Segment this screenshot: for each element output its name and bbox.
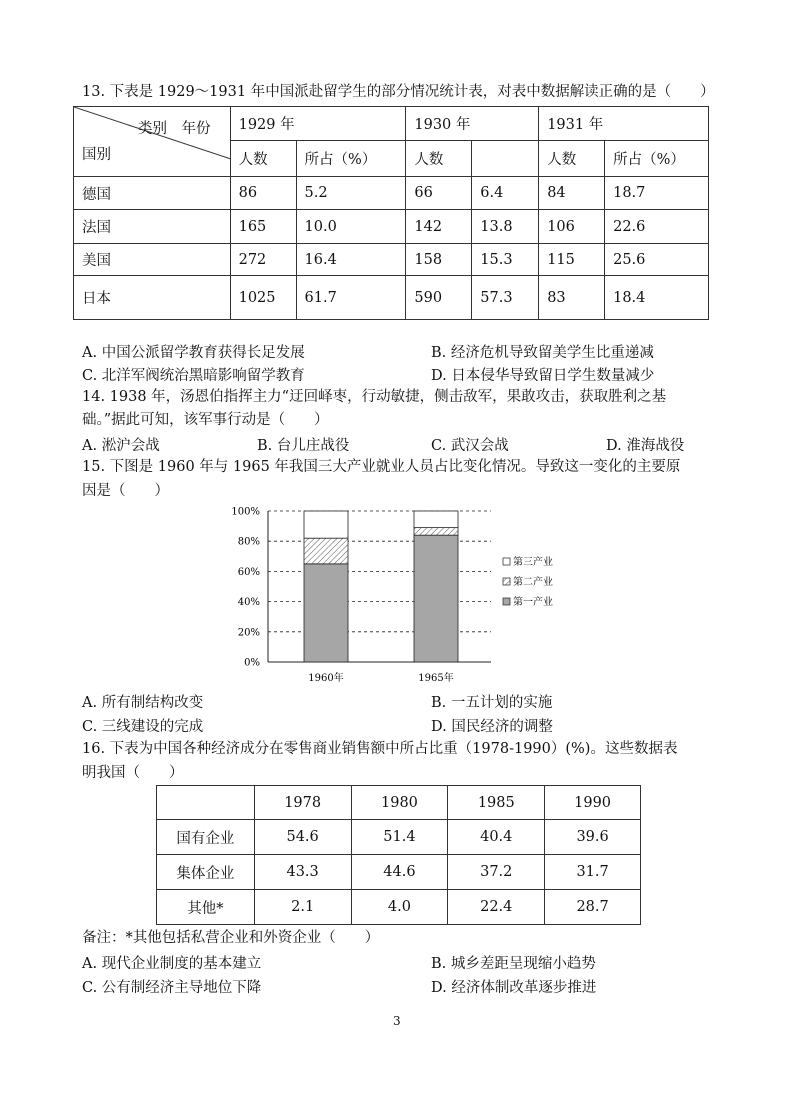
q13-cell: 15.3 (472, 244, 539, 276)
q13-cell: 84 (539, 177, 605, 210)
q16-note: 备注：*其他包括私营企业和外资企业（ ） (82, 930, 380, 946)
bar-segment-2 (304, 538, 348, 564)
q16-cell: 28.7 (545, 890, 641, 925)
q14-option-d: D. 淮海战役 (606, 438, 685, 454)
q16-cell: 44.6 (351, 855, 448, 890)
q15-stem-line2: 因是（ ） (82, 483, 169, 499)
q15-option-c: C. 三线建设的完成 (82, 719, 204, 735)
q13-option-a: A. 中国公派留学教育获得长足发展 (82, 345, 305, 361)
bar-segment-1 (414, 535, 458, 662)
q16-stem-line2: 明我国（ ） (82, 765, 184, 781)
table-row (74, 244, 709, 276)
y-tick-label: 60% (237, 566, 260, 578)
q13-cell: 272 (230, 244, 296, 276)
q13-country: 美国 (74, 244, 231, 276)
q16-cell: 31.7 (545, 855, 641, 890)
q16-cell: 43.3 (254, 855, 351, 890)
y-tick-label: 20% (237, 627, 260, 639)
q13-cell: 6.4 (472, 177, 539, 210)
q16-year: 1990 (545, 786, 641, 820)
bar-segment-3 (304, 511, 348, 538)
q16-row-label: 集体企业 (157, 855, 255, 890)
q13-cell: 10.0 (296, 210, 406, 244)
q13-cell: 13.8 (472, 210, 539, 244)
q16-row-label: 其他* (157, 890, 255, 925)
q13-cell: 142 (406, 210, 472, 244)
q16-cell: 37.2 (448, 855, 545, 890)
q16-table (156, 785, 641, 925)
q13-subheader (472, 141, 539, 177)
q16-option-b: B. 城乡差距呈现缩小趋势 (431, 956, 596, 972)
table-row (74, 210, 709, 244)
q13-cell: 18.4 (605, 276, 709, 320)
q13-country: 日本 (74, 276, 231, 320)
q13-subheader: 人数 (406, 141, 472, 177)
q16-year: 1985 (448, 786, 545, 820)
q13-cell: 57.3 (472, 276, 539, 320)
q16-year: 1980 (351, 786, 448, 820)
table-row (74, 177, 709, 210)
employment-chart (225, 503, 585, 688)
q13-cell: 115 (539, 244, 605, 276)
q13-cell: 18.7 (605, 177, 709, 210)
table-row (157, 820, 641, 855)
table-row (157, 855, 641, 890)
q16-option-d: D. 经济体制改革逐步推进 (431, 980, 597, 996)
legend-swatch (503, 558, 510, 565)
q13-cell: 106 (539, 210, 605, 244)
q14-stem-line2: 础。”据此可知，该军事行动是（ ） (82, 412, 329, 428)
q13-corner-top: 类别 年份 (138, 121, 211, 137)
q16-cell: 22.4 (448, 890, 545, 925)
legend-swatch (503, 578, 510, 585)
q16-row-label: 国有企业 (157, 820, 255, 855)
q15-option-d: D. 国民经济的调整 (431, 719, 553, 735)
page-number: 3 (393, 1014, 401, 1028)
legend-label: 第二产业 (513, 577, 553, 588)
q13-cell: 16.4 (296, 244, 406, 276)
q13-subheader: 所占（%） (605, 141, 709, 177)
q14-stem-line1: 14. 1938 年，汤恩伯指挥主力“迂回峄枣，行动敏捷，侧击敌军，果敢攻击，获取胜利之基 (82, 389, 667, 405)
y-tick-label: 40% (237, 597, 260, 609)
q13-option-c: C. 北洋军阀统治黑暗影响留学教育 (82, 368, 305, 384)
q13-cell: 1025 (230, 276, 296, 320)
q15-option-b: B. 一五计划的实施 (431, 695, 553, 711)
q16-cell: 39.6 (545, 820, 641, 855)
q16-cell: 54.6 (254, 820, 351, 855)
q13-subheader: 所占（%） (296, 141, 406, 177)
q13-country: 法国 (74, 210, 231, 244)
q13-cell: 22.6 (605, 210, 709, 244)
q13-year-1929: 1929 年 (230, 107, 406, 141)
q15-option-a: A. 所有制结构改变 (82, 695, 204, 711)
legend-swatch (503, 598, 510, 605)
q13-cell: 165 (230, 210, 296, 244)
q13-cell: 61.7 (296, 276, 406, 320)
y-tick-label: 80% (237, 536, 260, 548)
q16-cell: 51.4 (351, 820, 448, 855)
q16-cell: 4.0 (351, 890, 448, 925)
q16-cell: 2.1 (254, 890, 351, 925)
x-tick-label: 1965年 (418, 673, 454, 684)
q15-stem-line1: 15. 下图是 1960 年与 1965 年我国三大产业就业人员占比变化情况。导致这一变化的主要原 (82, 459, 681, 475)
q13-cell: 590 (406, 276, 472, 320)
q13-year-1930: 1930 年 (406, 107, 539, 141)
x-tick-label: 1960年 (308, 673, 344, 684)
bar-segment-1 (304, 564, 348, 662)
q13-corner-cell (74, 107, 231, 177)
q13-stem: 13. 下表是 1929～1931 年中国派赴留学生的部分情况统计表，对表中数据解读正确的是（ ） (82, 84, 715, 100)
q13-subheader: 人数 (230, 141, 296, 177)
table-row (74, 276, 709, 320)
q14-option-a: A. 淞沪会战 (82, 438, 160, 454)
q13-cell: 158 (406, 244, 472, 276)
q16-cell: 40.4 (448, 820, 545, 855)
bar-segment-2 (414, 528, 458, 536)
q14-option-c: C. 武汉会战 (431, 438, 509, 454)
q13-corner-bottom: 国别 (82, 147, 111, 163)
y-tick-label: 100% (231, 506, 260, 518)
q13-cell: 86 (230, 177, 296, 210)
bar-segment-3 (414, 511, 458, 528)
q13-year-1931: 1931 年 (539, 107, 709, 141)
q13-cell: 66 (406, 177, 472, 210)
q13-cell: 5.2 (296, 177, 406, 210)
table-row (157, 890, 641, 925)
legend-label: 第三产业 (513, 557, 553, 568)
q14-option-b: B. 台儿庄战役 (257, 438, 350, 454)
q13-cell: 83 (539, 276, 605, 320)
q13-subheader: 人数 (539, 141, 605, 177)
q16-corner-cell (157, 786, 255, 820)
q13-cell: 25.6 (605, 244, 709, 276)
q16-option-c: C. 公有制经济主导地位下降 (82, 980, 262, 996)
q16-year: 1978 (254, 786, 351, 820)
q16-stem-line1: 16. 下表为中国各种经济成分在零售商业销售额中所占比重（1978-1990）(%)。这些数据表 (82, 741, 678, 757)
q13-table (73, 106, 709, 320)
q13-option-b: B. 经济危机导致留美学生比重递减 (431, 345, 654, 361)
y-tick-label: 0% (244, 657, 260, 669)
q13-country: 德国 (74, 177, 231, 210)
q16-option-a: A. 现代企业制度的基本建立 (82, 956, 262, 972)
legend-label: 第一产业 (513, 597, 553, 608)
q13-option-d: D. 日本侵华导致留日学生数量减少 (431, 368, 655, 384)
